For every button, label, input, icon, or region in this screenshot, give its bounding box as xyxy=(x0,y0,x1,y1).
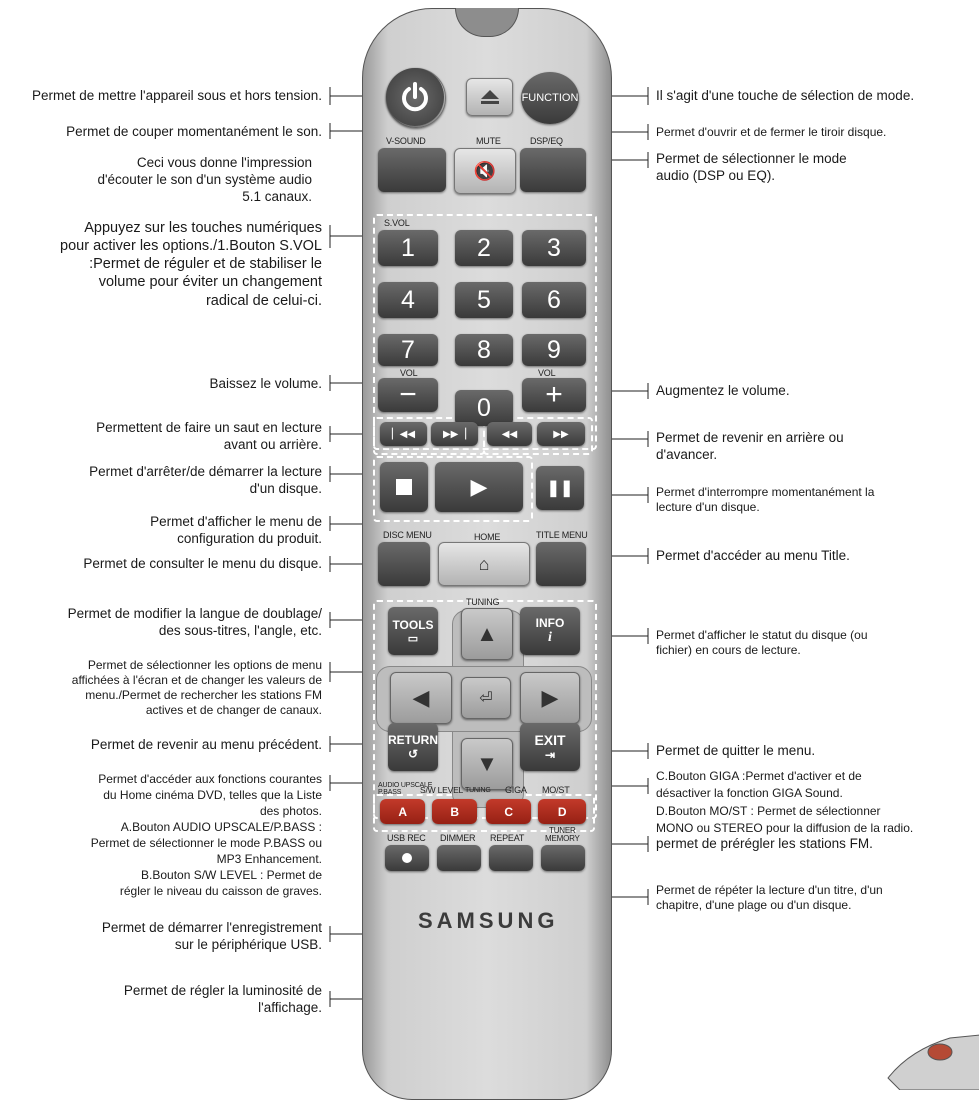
audio-upscale-label: AUDIO UPSCALE P.BASS xyxy=(378,782,433,796)
info-icon: i xyxy=(548,630,552,645)
exit-button[interactable] xyxy=(520,723,580,771)
info-button[interactable] xyxy=(520,607,580,655)
home-icon: ⌂ xyxy=(478,553,490,574)
disc-menu-label: DISC MENU xyxy=(383,530,432,540)
digit-9-button[interactable]: 9 xyxy=(522,334,586,366)
annotation-vsound: Ceci vous donne l'impression d'écouter le son d'un système audio 5.1 canaux. xyxy=(97,155,312,204)
dsp-eq-label: DSP/EQ xyxy=(530,136,563,146)
annotation-skip: Permettent de faire un saut en lecture avant ou arrière. xyxy=(96,420,322,452)
power-button-face[interactable] xyxy=(386,68,444,126)
down-arrow-icon: ▼ xyxy=(476,751,498,776)
fast-forward-icon: ▶▶ xyxy=(553,428,569,440)
return-label: RETURN xyxy=(388,733,438,747)
annotation-exit: Permet de quitter le menu. xyxy=(656,743,816,758)
digit-4-button[interactable]: 4 xyxy=(378,282,438,318)
rewind-button[interactable] xyxy=(487,422,532,446)
digit-8-button[interactable]: 8 xyxy=(455,334,513,366)
annotation-mute: Permet de couper momentanément le son. xyxy=(66,124,322,139)
annotation-abcd: Permet d'accéder aux fonctions courantes du Home cinéma DVD, telles que la Liste des photos. A.Bouton AUDIO UPSCALE/P.BASS : Permet de sélectionner le mode P.BASS ou MP3 Enhancement. B.Bouton S/W LEVEL : Permet de régler le niveau du caisson de graves. xyxy=(90,772,322,898)
stop-button[interactable] xyxy=(380,462,428,512)
annotation-pause: Permet d'interrompre momentanément la lecture d'un disque. xyxy=(656,485,875,514)
tuning-down-label: TUNING xyxy=(465,787,491,794)
annotation-stop-play: Permet d'arrêter/de démarrer la lecture d'un disque. xyxy=(89,464,322,496)
c-button[interactable]: C xyxy=(486,799,531,824)
skip-back-button[interactable] xyxy=(380,422,427,446)
up-arrow-button[interactable] xyxy=(461,608,513,660)
annotation-vol-down: Baissez le volume. xyxy=(209,376,322,391)
mo-st-label: MO/ST xyxy=(542,785,570,795)
info-label: INFO xyxy=(535,616,565,630)
dimmer-button[interactable] xyxy=(437,845,481,871)
usb-rec-button[interactable] xyxy=(385,845,429,871)
giga-label: GIGA xyxy=(505,785,527,795)
stop-icon xyxy=(396,479,412,495)
annotation-dsp: Permet de sélectionner le mode audio (DSP ou EQ). xyxy=(656,151,847,183)
disc-menu-button[interactable] xyxy=(378,542,430,586)
tools-label: TOOLS xyxy=(392,617,434,632)
repeat-button[interactable] xyxy=(489,845,533,871)
mute-label: MUTE xyxy=(476,136,501,146)
annotation-search: Permet de revenir en arrière ou d'avancer. xyxy=(656,430,844,462)
digit-5-button[interactable]: 5 xyxy=(455,282,513,318)
eject-button[interactable] xyxy=(466,78,513,116)
left-arrow-button[interactable] xyxy=(390,672,452,724)
annotation-repeat: Permet de répéter la lecture d'un titre, d'un chapitre, d'une plage ou d'un disque. xyxy=(656,883,883,912)
vol-label-right: VOL xyxy=(538,368,556,378)
vsound-button[interactable] xyxy=(378,148,446,192)
enter-icon: ⏎ xyxy=(479,690,493,707)
return-icon: ↺ xyxy=(407,747,419,761)
skip-forward-icon: ▶▶▕ xyxy=(442,428,467,440)
function-button[interactable]: FUNCTION xyxy=(521,72,579,124)
digit-1-button[interactable]: 1 xyxy=(378,230,438,266)
digit-0-button[interactable]: 0 xyxy=(455,390,513,426)
sw-level-label: S/W LEVEL xyxy=(420,785,464,795)
svol-label: S.VOL xyxy=(384,218,410,228)
record-icon xyxy=(402,853,412,863)
brand-logo: SAMSUNG xyxy=(418,908,559,933)
annotation-return: Permet de revenir au menu précédent. xyxy=(90,737,322,752)
d-button[interactable]: D xyxy=(538,799,586,824)
vol-down-button[interactable]: − xyxy=(378,378,438,412)
digit-6-button[interactable]: 6 xyxy=(522,282,586,318)
mute-button[interactable] xyxy=(454,148,516,194)
right-arrow-icon: ▶ xyxy=(541,685,559,710)
home-label: HOME xyxy=(474,532,501,542)
pause-button[interactable] xyxy=(536,466,584,510)
annotation-power: Permet de mettre l'appareil sous et hors tension. xyxy=(32,88,322,103)
play-button[interactable] xyxy=(435,462,523,512)
mute-icon: 🔇 xyxy=(473,160,497,181)
annotation-vol-up: Augmentez le volume. xyxy=(656,383,790,398)
annotation-cursor: Permet de sélectionner les options de menu affichées à l'écran et de changer les valeurs de menu./Permet de rechercher les stations FM actives et de changer de canaux. xyxy=(71,658,322,717)
skip-forward-button[interactable] xyxy=(431,422,478,446)
vol-up-button[interactable]: + xyxy=(522,378,586,412)
play-icon: ▶ xyxy=(470,474,488,499)
left-arrow-icon: ◀ xyxy=(412,685,430,710)
power-icon xyxy=(398,80,432,114)
return-button[interactable] xyxy=(388,723,438,771)
home-button[interactable] xyxy=(438,542,530,586)
annotation-tuner-memory: permet de prérégler les stations FM. xyxy=(656,836,873,851)
digit-7-button[interactable]: 7 xyxy=(378,334,438,366)
dimmer-label: DIMMER xyxy=(440,833,476,843)
dsp-eq-button[interactable] xyxy=(520,148,586,192)
tuner-memory-button[interactable] xyxy=(541,845,585,871)
annotation-dimmer: Permet de régler la luminosité de l'affichage. xyxy=(123,983,322,1015)
enter-button[interactable] xyxy=(461,677,511,719)
a-button[interactable]: A xyxy=(380,799,425,824)
annotation-eject: Permet d'ouvrir et de fermer le tiroir disque. xyxy=(656,125,887,139)
up-arrow-icon: ▲ xyxy=(476,621,498,646)
annotation-usb-rec: Permet de démarrer l'enregistrement sur le périphérique USB. xyxy=(101,920,322,952)
annotation-title-menu: Permet d'accéder au menu Title. xyxy=(656,548,850,563)
vol-label-left: VOL xyxy=(400,368,418,378)
rewind-icon: ◀◀ xyxy=(501,428,518,440)
eject-icon xyxy=(479,88,501,106)
digit-3-button[interactable]: 3 xyxy=(522,230,586,266)
digit-2-button[interactable]: 2 xyxy=(455,230,513,266)
annotation-giga-most: C.Bouton GIGA :Permet d'activer et de désactiver la fonction GIGA Sound. D.Bouton MO/ST : Permet de sélectionner MONO ou STEREO pour la diffusion de la radio. xyxy=(656,769,914,836)
title-menu-button[interactable] xyxy=(536,542,586,586)
pause-icon: ❚❚ xyxy=(546,480,574,497)
usb-rec-label: USB REC xyxy=(387,833,426,843)
title-menu-label: TITLE MENU xyxy=(536,530,588,540)
down-arrow-button[interactable] xyxy=(461,738,513,790)
right-arrow-button[interactable] xyxy=(520,672,580,724)
remote-side-view-graphic xyxy=(880,1030,979,1090)
tools-icon: ▭ xyxy=(407,632,419,645)
annotation-disc-menu: Permet de consulter le menu du disque. xyxy=(83,556,322,571)
repeat-label: REPEAT xyxy=(490,833,525,843)
exit-label: EXIT xyxy=(534,732,566,748)
skip-back-icon: ▏◀◀ xyxy=(391,428,416,440)
annotation-info: Permet d'afficher le statut du disque (ou fichier) en cours de lecture. xyxy=(656,628,868,657)
vsound-label: V-SOUND xyxy=(386,136,426,146)
exit-icon: ⇥ xyxy=(544,748,556,762)
tuning-up-label: TUNING xyxy=(466,597,500,607)
fast-forward-button[interactable] xyxy=(537,422,585,446)
annotation-numeric: Appuyez sur les touches numériques pour activer les options./1.Bouton S.VOL :Permet de réguler et de stabiliser le volume pour éviter un changement radical de celui-ci. xyxy=(60,220,322,309)
annotation-home: Permet d'afficher le menu de configuration du produit. xyxy=(150,514,322,546)
tools-button[interactable] xyxy=(388,607,438,655)
tuner-memory-label: TUNER MEMORY xyxy=(545,826,580,843)
annotation-function: Il s'agit d'une touche de sélection de mode. xyxy=(656,88,915,103)
b-button[interactable]: B xyxy=(432,799,477,824)
annotation-tools: Permet de modifier la langue de doublage/ des sous-titres, l'angle, etc. xyxy=(67,606,322,638)
